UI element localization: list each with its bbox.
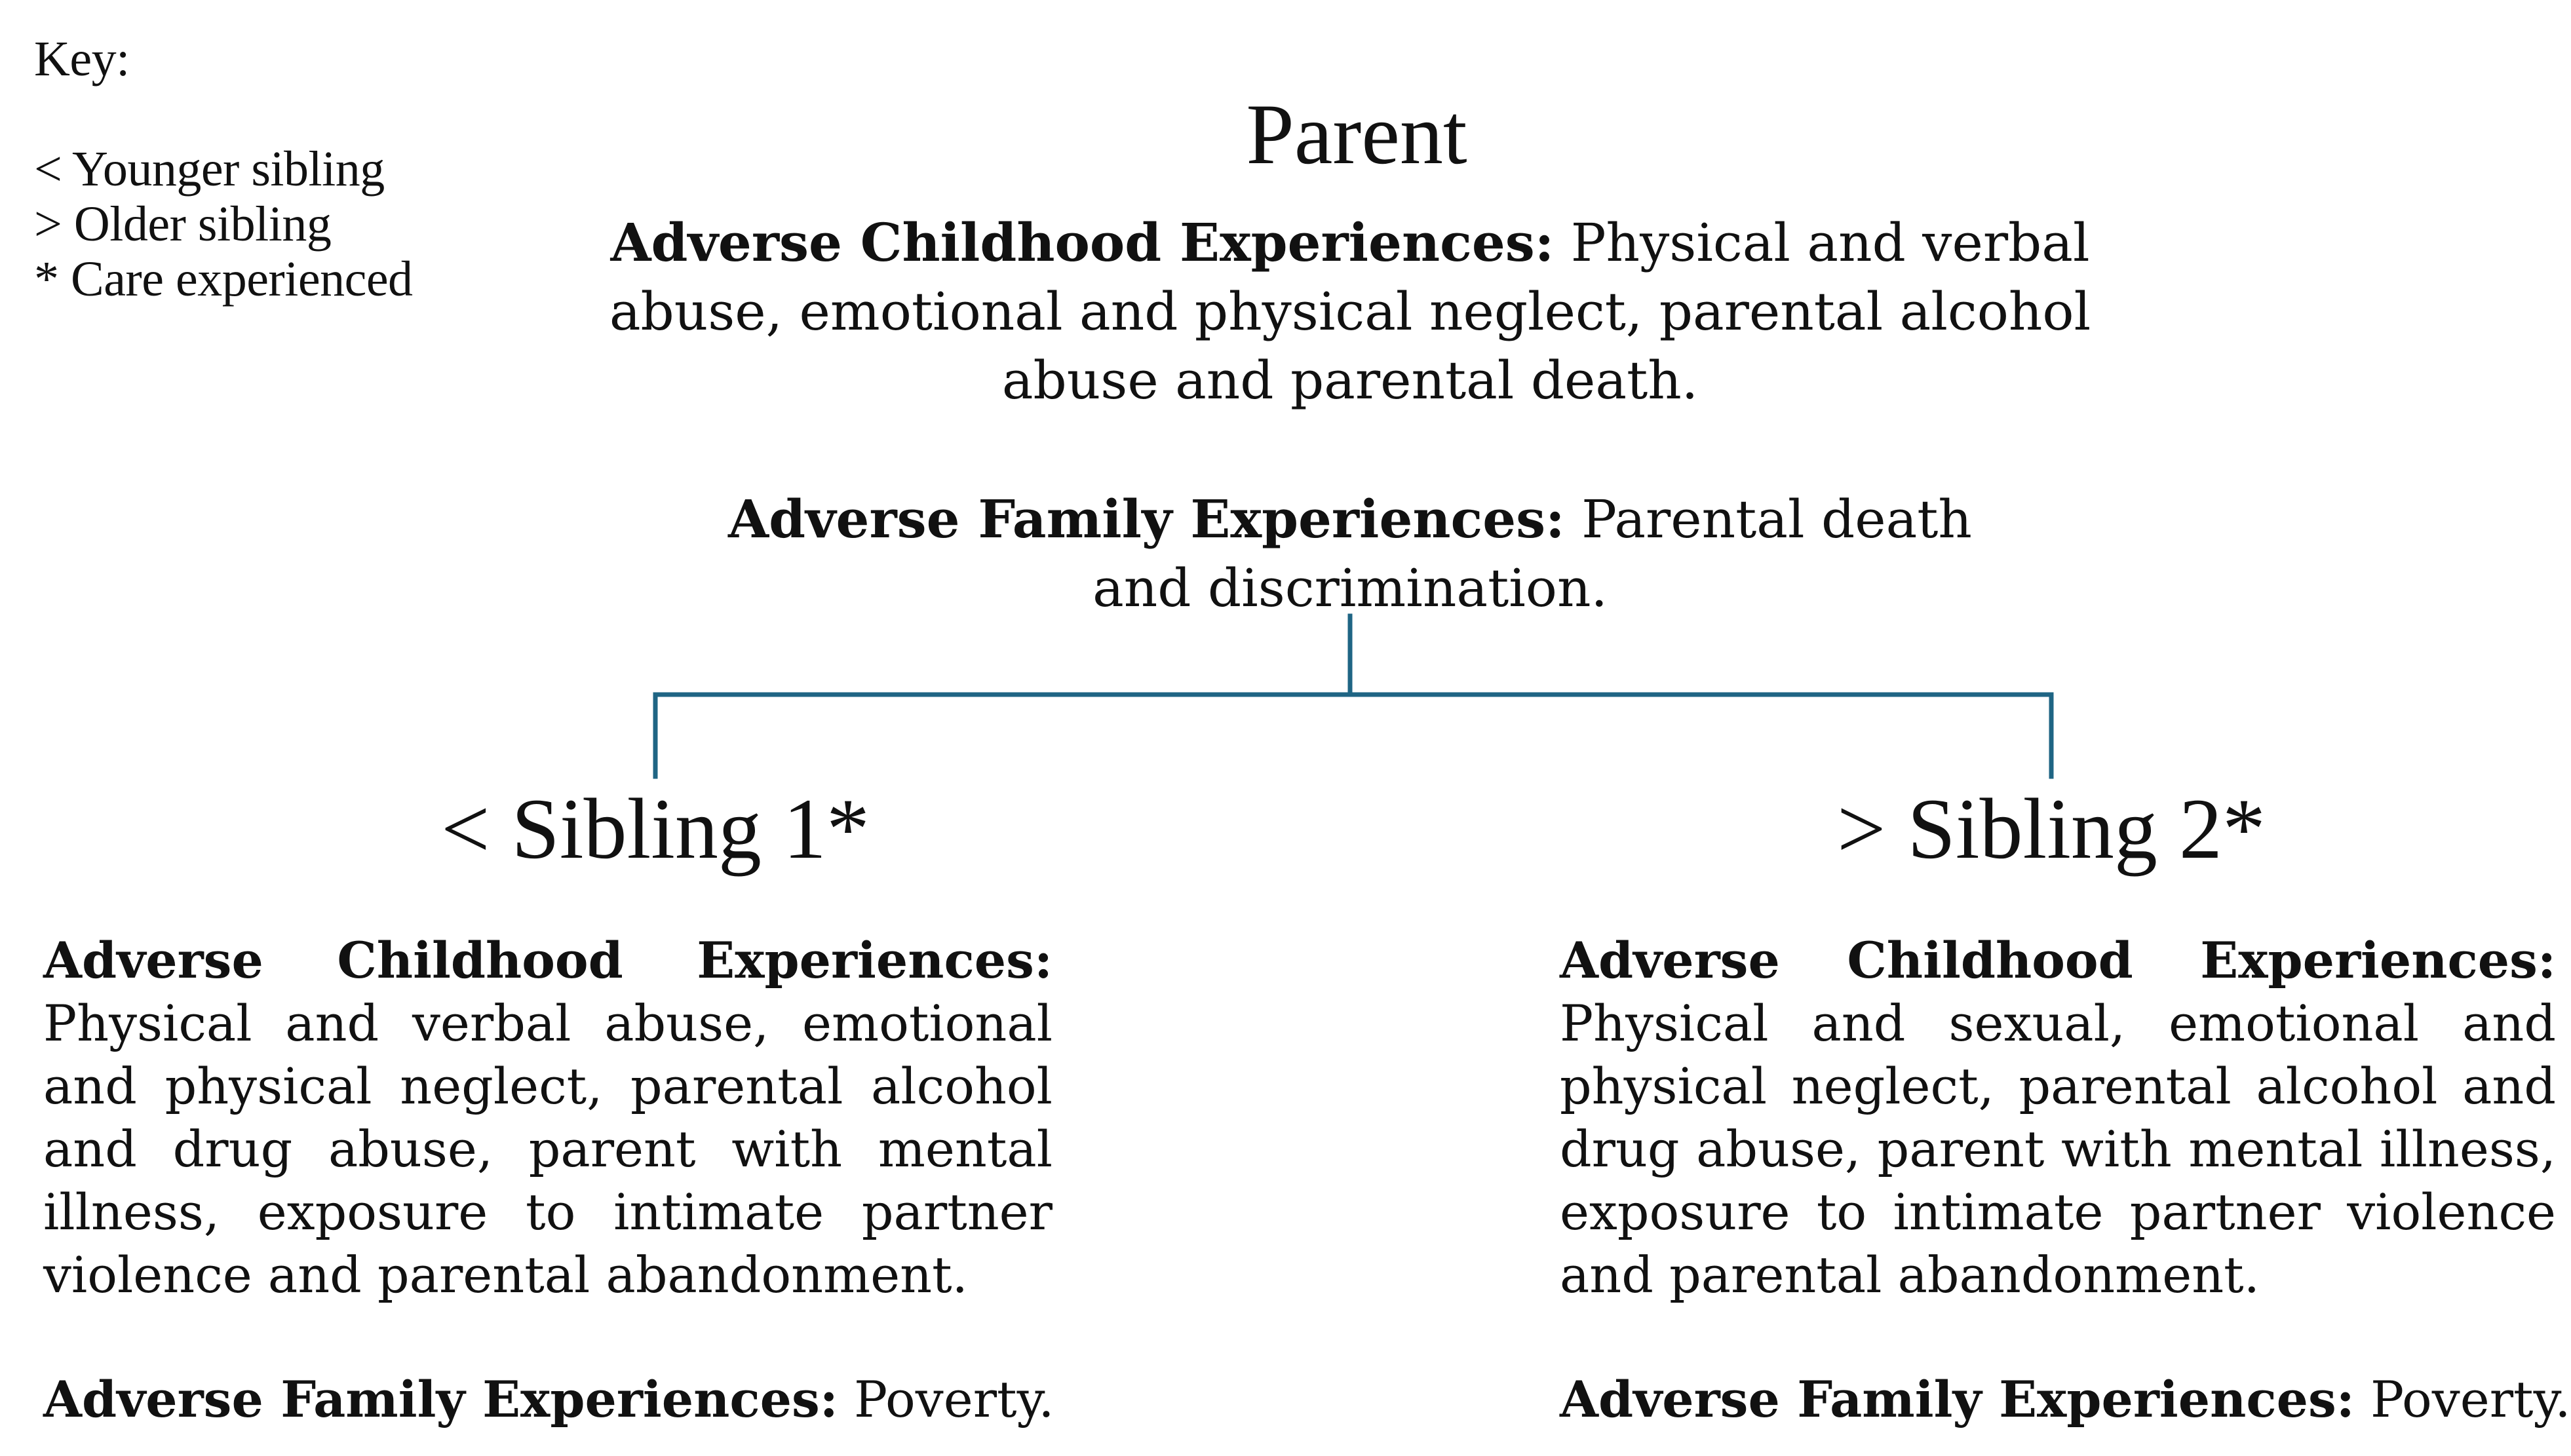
- sibling-2-ace-label: Adverse Childhood Experiences:: [1560, 931, 2556, 989]
- parent-ace-text: Physical and verbal abuse, emotional and physical neglect, parental alcohol abuse and parental death.: [609, 212, 2091, 411]
- key-item-care-experienced: * Care experienced: [34, 252, 413, 307]
- parent-afe-text: Parental death and discrimination.: [1092, 489, 1972, 619]
- key-title: Key:: [34, 31, 130, 86]
- sibling-1-title: < Sibling 1*: [441, 780, 870, 877]
- key-item-younger-sibling: < Younger sibling: [34, 142, 385, 197]
- sibling-1-adverse-childhood-experiences: [43, 929, 1053, 1307]
- sibling-2-title: > Sibling 2*: [1837, 780, 2266, 877]
- sibling-2-afe-label: Adverse Family Experiences:: [1560, 1370, 2355, 1428]
- sibling-2-ace-text: Physical and sexual, emotional and physical neglect, parental alcohol and drug abuse, parent with mental illness, exposure to intimate partner violence and parental abandonment.: [1560, 994, 2556, 1304]
- sibling-2-adverse-family-experiences: [1560, 1368, 2571, 1431]
- sibling-2-adverse-childhood-experiences: [1560, 929, 2556, 1307]
- parent-ace-label: Adverse Childhood Experiences:: [610, 212, 1555, 273]
- parent-adverse-family-experiences: [708, 485, 1992, 623]
- sibling-1-afe-label: Adverse Family Experiences:: [43, 1370, 838, 1428]
- sibling-1-ace-text: Physical and verbal abuse, emotional and physical neglect, parental alcohol and drug abuse, parent with mental illness, exposure to intimate partner violence and parental abandonment.: [43, 994, 1053, 1304]
- parent-afe-label: Adverse Family Experiences:: [728, 488, 1565, 550]
- key-item-older-sibling: > Older sibling: [34, 197, 332, 252]
- sibling-2-afe-text: Poverty.: [2354, 1370, 2571, 1428]
- key-legend: [34, 31, 493, 307]
- sibling-1-afe-text: Poverty.: [838, 1370, 1054, 1428]
- parent-adverse-childhood-experiences: [577, 208, 2123, 415]
- sibling-1-adverse-family-experiences: [43, 1368, 1053, 1431]
- sibling-1-ace-label: Adverse Childhood Experiences:: [43, 931, 1053, 989]
- parent-title: Parent: [1246, 86, 1467, 182]
